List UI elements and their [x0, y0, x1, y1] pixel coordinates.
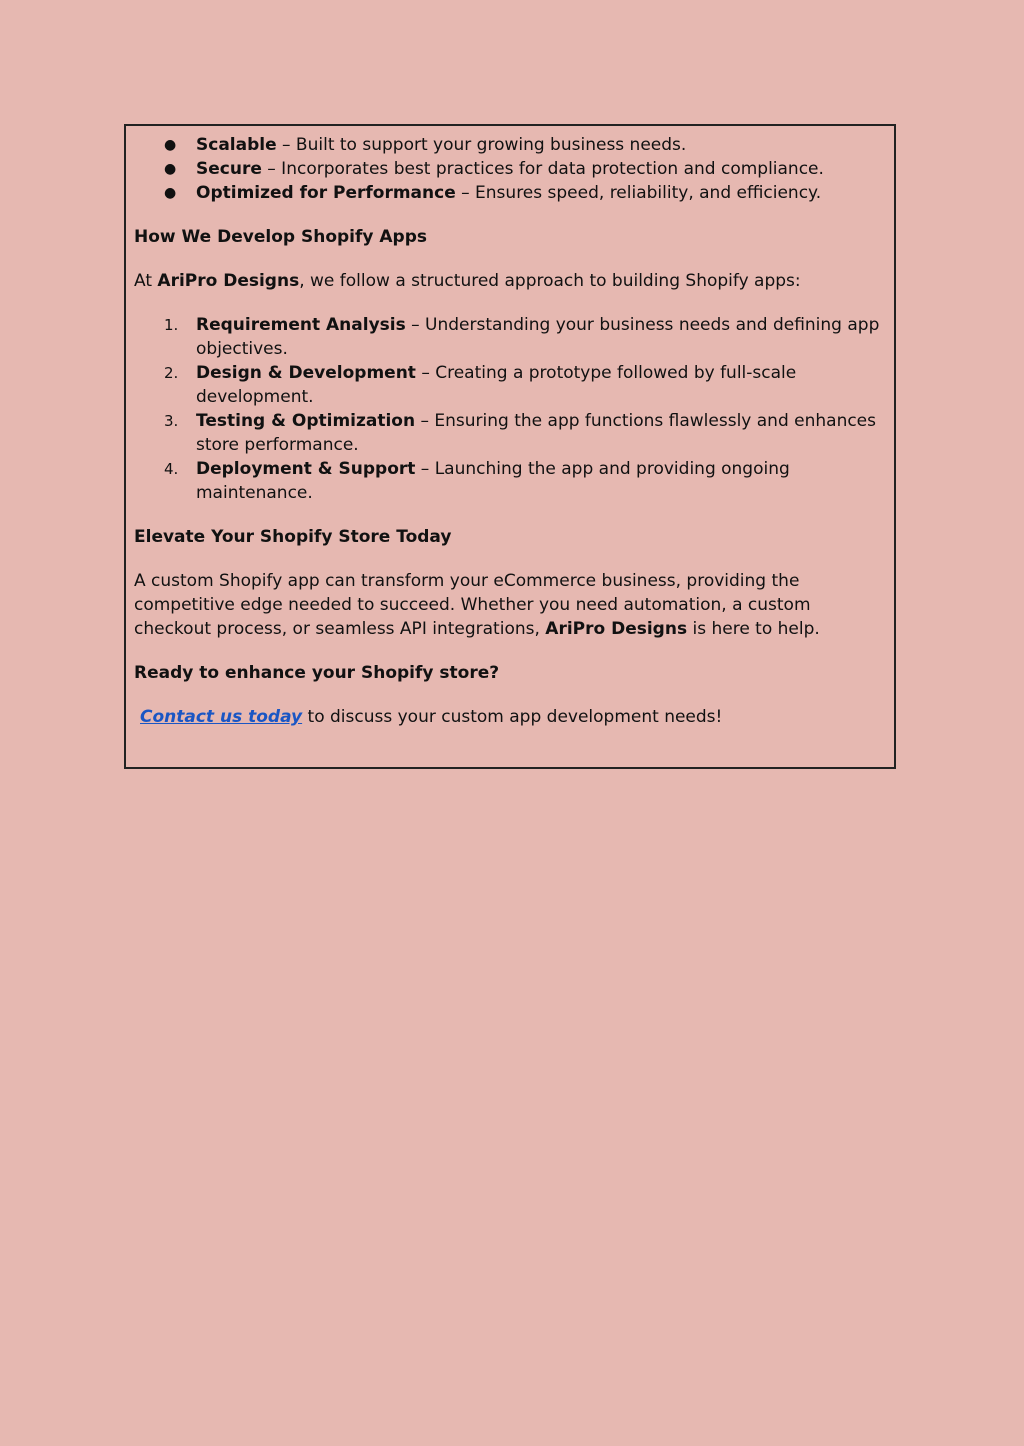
step-number: 3.	[164, 412, 179, 430]
feature-title: Secure	[196, 159, 262, 179]
contact-link[interactable]: Contact us today	[140, 707, 303, 727]
brand-name: AriPro Designs	[545, 619, 688, 639]
feature-title: Optimized for Performance	[196, 183, 456, 203]
step-title: Requirement Analysis	[196, 315, 406, 335]
intro-text: , we follow a structured approach to building Shopify apps:	[299, 271, 801, 291]
feature-list	[134, 133, 886, 205]
list-item	[134, 133, 886, 157]
section-heading-process: How We Develop Shopify Apps	[134, 227, 428, 247]
step-title: Design & Development	[196, 363, 416, 383]
step-desc: – Ensuring the app functions flawlessly and enhances store performance.	[196, 411, 877, 455]
step-title: Testing & Optimization	[196, 411, 416, 431]
step-number: 4.	[164, 460, 179, 478]
bullet-icon: ●	[164, 185, 177, 201]
step-title: Deployment & Support	[196, 459, 416, 479]
cta-line	[134, 705, 886, 729]
step-desc: – Creating a prototype followed by full-scale development.	[196, 363, 797, 407]
step-number: 2.	[164, 364, 179, 382]
body-text: A custom Shopify app can transform your eCommerce business, providing the competitive edge needed to succeed. Whether you need automation, a custom checkout process, or seamless API integrations,	[134, 571, 811, 639]
section-heading-elevate: Elevate Your Shopify Store Today	[134, 527, 452, 547]
feature-desc: – Built to support your growing business needs.	[276, 135, 687, 155]
elevate-paragraph	[134, 569, 886, 641]
document-content	[134, 133, 886, 729]
list-item	[134, 457, 886, 505]
cta-text: to discuss your custom app development needs!	[302, 707, 723, 727]
step-number: 1.	[164, 316, 179, 334]
list-item	[134, 313, 886, 361]
list-item	[134, 181, 886, 205]
step-desc: – Launching the app and providing ongoing maintenance.	[196, 459, 790, 503]
list-item	[134, 409, 886, 457]
section-heading-cta: Ready to enhance your Shopify store?	[134, 663, 500, 683]
content-box	[124, 124, 896, 769]
feature-desc: – Incorporates best practices for data protection and compliance.	[261, 159, 824, 179]
bullet-icon: ●	[164, 137, 177, 153]
process-steps	[134, 313, 886, 505]
list-item	[134, 361, 886, 409]
list-item	[134, 157, 886, 181]
feature-desc: – Ensures speed, reliability, and efficiency.	[455, 183, 822, 203]
process-intro	[134, 269, 886, 293]
intro-text: At	[134, 271, 158, 291]
bullet-icon: ●	[164, 161, 177, 177]
feature-title: Scalable	[196, 135, 277, 155]
brand-name: AriPro Designs	[157, 271, 300, 291]
step-desc: – Understanding your business needs and defining app objectives.	[196, 315, 880, 359]
body-text: is here to help.	[687, 619, 820, 639]
